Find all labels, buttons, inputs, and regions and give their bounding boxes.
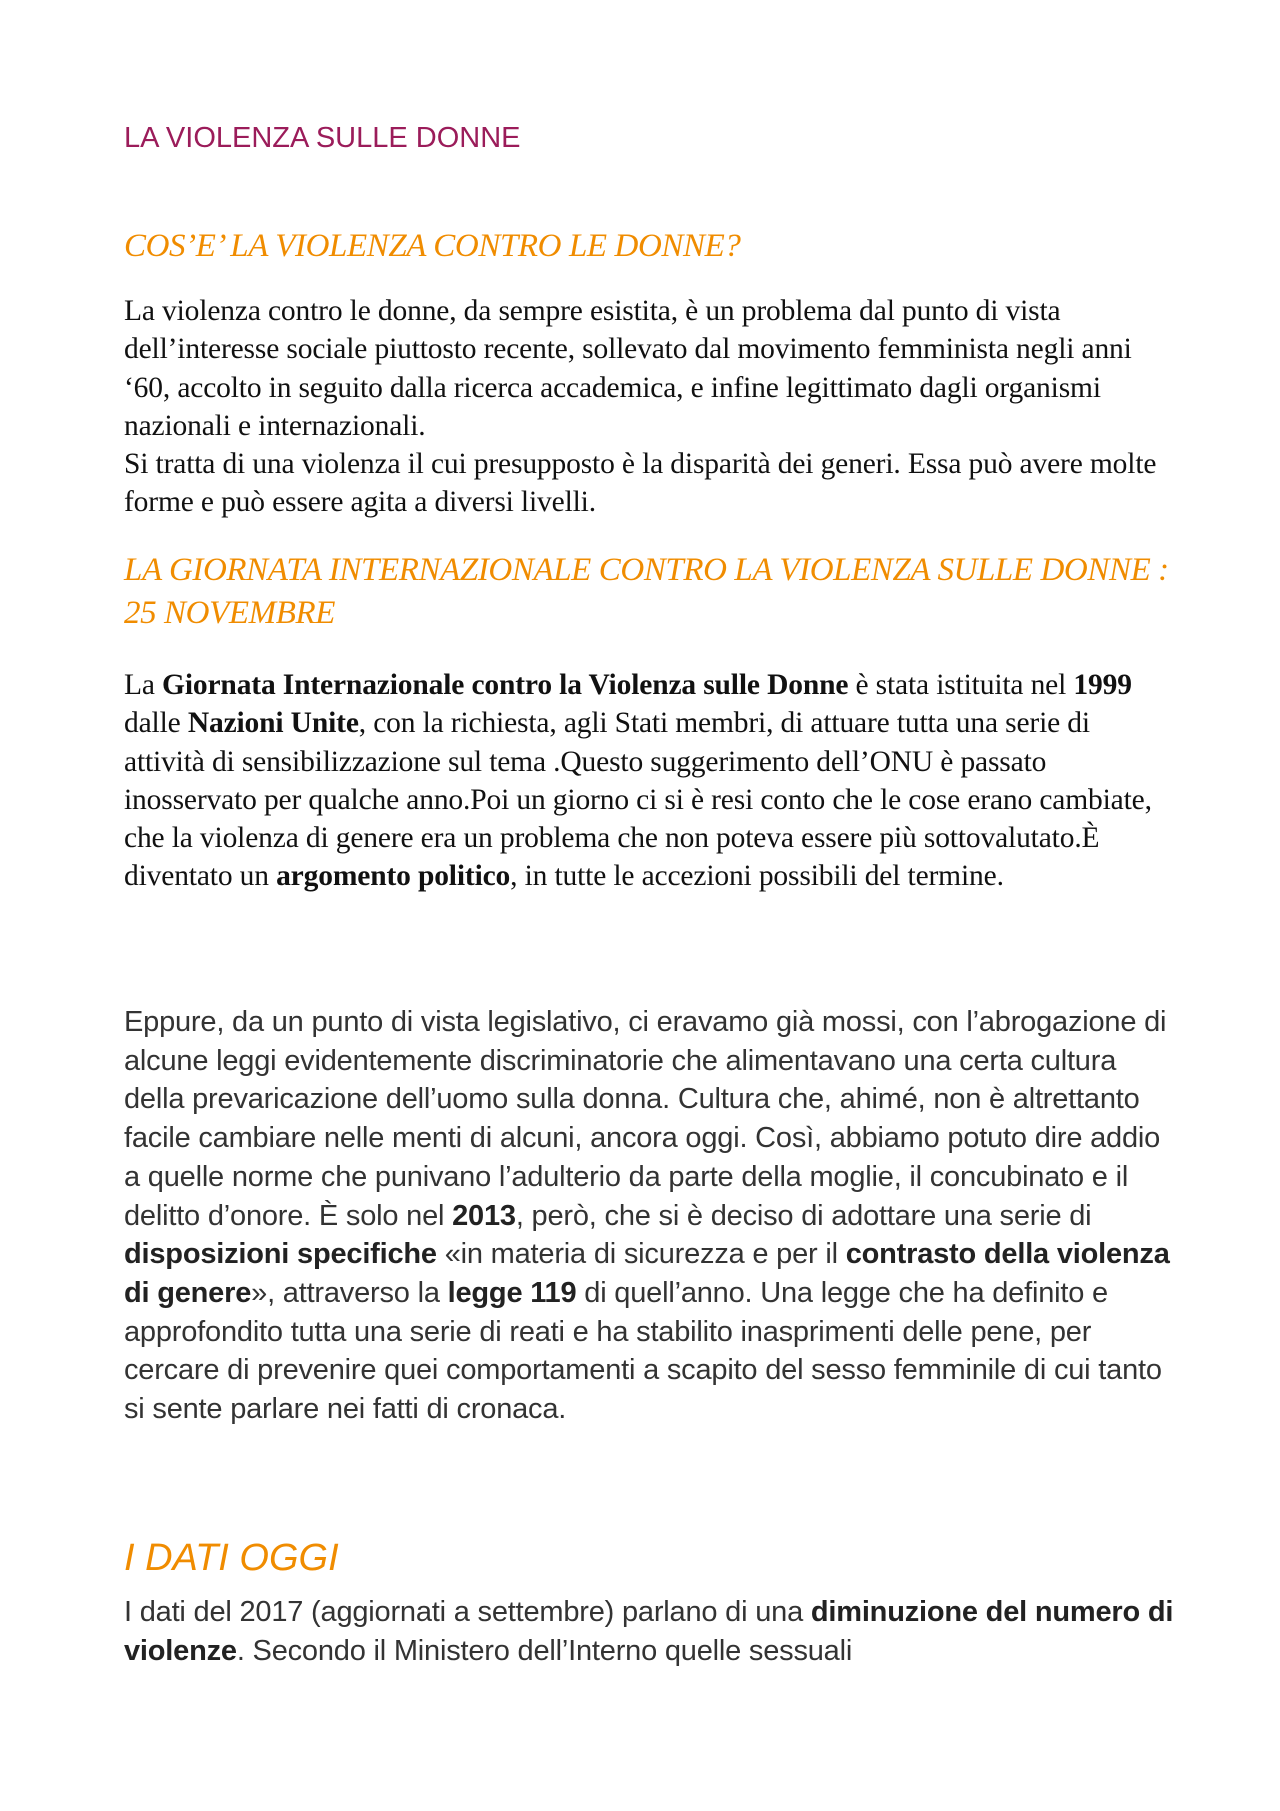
- text-run: è stata istituita nel: [848, 669, 1074, 701]
- paragraph-legislation: [124, 1003, 1174, 1429]
- section-heading-giornata: LA GIORNATA INTERNAZIONALE CONTRO LA VIOLENZA SULLE DONNE : 25 NOVEMBRE: [124, 552, 1169, 631]
- text-run: I dati del 2017 (aggiornati a settembre) parlano di una: [124, 1596, 811, 1628]
- bold-disposizioni-specifiche: disposizioni specifiche: [124, 1238, 437, 1271]
- bold-contrasto-violenza: contrasto della violenza di genere: [124, 1238, 1170, 1309]
- bold-year-2013: 2013: [452, 1199, 516, 1232]
- paragraph-definition-sentence-2: Si tratta di una violenza il cui presupposto è la disparità dei generi. Essa può avere molte forme e può essere agita a diversi livelli.: [124, 448, 1157, 519]
- section-heading-cose-e: COS’E’ LA VIOLENZA CONTRO LE DONNE?: [124, 228, 741, 264]
- bold-legge-119: legge 119: [447, 1276, 577, 1309]
- paragraph-definition: [124, 292, 1164, 522]
- text-run: , però, che si è deciso di adottare una serie di: [515, 1199, 1092, 1232]
- text-run: , con la richiesta, agli Stati membri, di attuare tutta una serie di attività di sensibilizzazione sul tema .Questo suggerimento dell’ONU è passato inosservato per qualche anno.Poi un giorno ci si è resi conto che le cose erano cambiate, che la violenza di genere era un problema che non poteva essere più sottovalutato.È diventato un: [124, 707, 1152, 893]
- text-run: Eppure, da un punto di vista legislativo, ci eravamo già mossi, con l’abrogazione di alcune leggi evidentemente discriminatorie che alimentavano una certa cultura della prevaricazione dell’uomo sulla donna. Cultura che, ahimé, non è altrettanto facile cambiare nelle menti di alcuni, ancora oggi. Così, abbiamo potuto dire addio a quelle norme che punivano l’adulterio da parte della moglie, il concubinato e il delitto d’onore. È solo nel: [124, 1006, 1167, 1232]
- text-run: », attraverso la: [251, 1276, 448, 1309]
- section-heading-dati-oggi: I DATI OGGI: [124, 1537, 339, 1579]
- text-run: La: [124, 669, 163, 701]
- bold-giornata-name: Giornata Internazionale contro la Violenza sulle Donne: [162, 669, 849, 701]
- text-run: , in tutte le accezioni possibili del termine.: [510, 860, 1004, 893]
- text-run: dalle: [124, 707, 188, 740]
- paragraph-definition-sentence-1: La violenza contro le donne, da sempre esistita, è un problema dal punto di vista dell’interesse sociale piuttosto recente, sollevato dal movimento femminista negli anni ‘60, accolto in seguito dalla ricerca accademica, e infine legittimato dagli organismi nazionali e internazionali.: [124, 295, 1132, 442]
- bold-year-1999: 1999: [1073, 669, 1132, 701]
- text-run: di quell’anno. Una legge che ha definito e approfondito tutta una serie di reati e ha stabilito inasprimenti delle pene, per cercare di prevenire quei comportamenti a scapito del sesso femminile di cui tanto si sente parlare nei fatti di cronaca.: [124, 1276, 1162, 1426]
- paragraph-giornata: [124, 666, 1164, 896]
- bold-argomento-politico: argomento politico: [276, 860, 511, 893]
- paragraph-dati: [124, 1593, 1174, 1670]
- bold-diminuzione: diminuzione del numero di violenze: [124, 1596, 1174, 1667]
- document-title: LA VIOLENZA SULLE DONNE: [124, 122, 521, 154]
- bold-nazioni-unite: Nazioni Unite: [187, 707, 359, 740]
- text-run: «in materia di sicurezza e per il: [436, 1238, 846, 1271]
- text-run: . Secondo il Ministero dell’Interno quelle sessuali: [236, 1634, 853, 1667]
